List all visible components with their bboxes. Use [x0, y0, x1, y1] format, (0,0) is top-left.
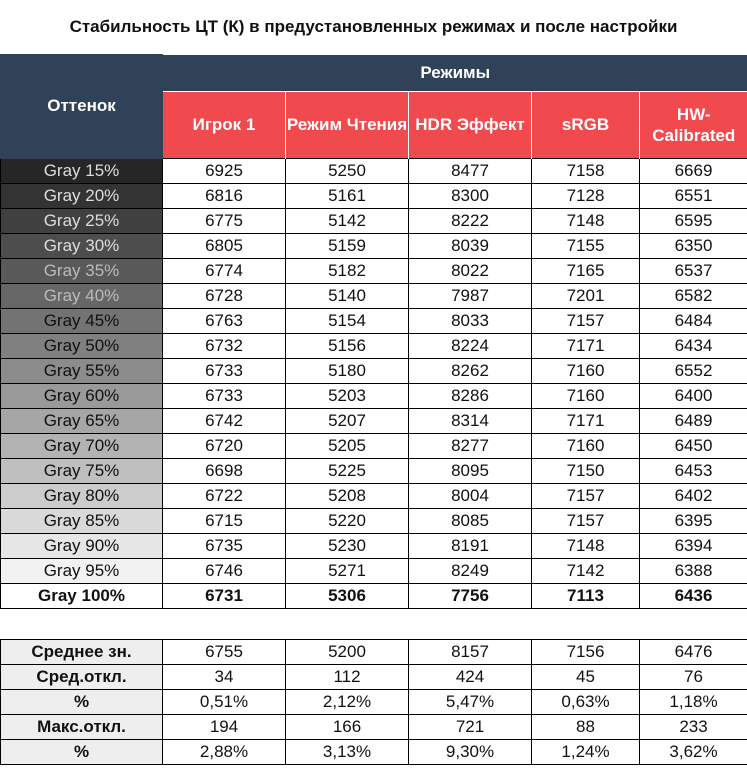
- shade-label-cell: Gray 35%: [1, 258, 163, 283]
- value-cell: 7113: [532, 583, 640, 608]
- stat-row: [1, 639, 747, 664]
- value-cell: 6733: [163, 358, 286, 383]
- mode-header: HW-Calibrated: [640, 91, 747, 158]
- table-row: [1, 283, 747, 308]
- shade-label-cell: Gray 70%: [1, 433, 163, 458]
- stat-value-cell: 6755: [163, 639, 286, 664]
- mode-header: Режим Чтения: [286, 91, 409, 158]
- stat-value-cell: 7156: [532, 639, 640, 664]
- value-cell: 8039: [409, 233, 532, 258]
- value-cell: 6436: [640, 583, 747, 608]
- value-cell: 6722: [163, 483, 286, 508]
- value-cell: 6731: [163, 583, 286, 608]
- shade-label-cell: Gray 60%: [1, 383, 163, 408]
- value-cell: 6453: [640, 458, 747, 483]
- shade-label-cell: Gray 45%: [1, 308, 163, 333]
- table-row: [1, 233, 747, 258]
- value-cell: 5142: [286, 208, 409, 233]
- value-cell: 7160: [532, 358, 640, 383]
- color-temperature-table: [0, 54, 747, 765]
- value-cell: 6742: [163, 408, 286, 433]
- table-row: [1, 508, 747, 533]
- value-cell: 5180: [286, 358, 409, 383]
- value-cell: 5220: [286, 508, 409, 533]
- value-cell: 7987: [409, 283, 532, 308]
- value-cell: 6698: [163, 458, 286, 483]
- value-cell: 8262: [409, 358, 532, 383]
- shade-label-cell: Gray 25%: [1, 208, 163, 233]
- stat-label-cell: %: [1, 739, 163, 764]
- table-row: [1, 258, 747, 283]
- table-row: [1, 183, 747, 208]
- stat-value-cell: 0,51%: [163, 689, 286, 714]
- value-cell: 7157: [532, 483, 640, 508]
- value-cell: 6484: [640, 308, 747, 333]
- value-cell: 6388: [640, 558, 747, 583]
- shade-label-cell: Gray 90%: [1, 533, 163, 558]
- value-cell: 8300: [409, 183, 532, 208]
- shade-label-cell: Gray 15%: [1, 158, 163, 183]
- shade-label-cell: Gray 75%: [1, 458, 163, 483]
- value-cell: 8004: [409, 483, 532, 508]
- value-cell: 7160: [532, 383, 640, 408]
- shade-label-cell: Gray 50%: [1, 333, 163, 358]
- value-cell: 6489: [640, 408, 747, 433]
- shade-column-header: Оттенок: [1, 55, 163, 159]
- shade-label-cell: Gray 20%: [1, 183, 163, 208]
- shade-label-cell: Gray 65%: [1, 408, 163, 433]
- stat-value-cell: 424: [409, 664, 532, 689]
- stat-value-cell: 194: [163, 714, 286, 739]
- value-cell: 7171: [532, 333, 640, 358]
- table-row: [1, 458, 747, 483]
- stat-value-cell: 1,18%: [640, 689, 747, 714]
- value-cell: 6582: [640, 283, 747, 308]
- value-cell: 6552: [640, 358, 747, 383]
- stat-value-cell: 34: [163, 664, 286, 689]
- shade-label-cell: Gray 55%: [1, 358, 163, 383]
- stat-label-cell: Сред.откл.: [1, 664, 163, 689]
- value-cell: 6395: [640, 508, 747, 533]
- shade-label-cell: Gray 30%: [1, 233, 163, 258]
- value-cell: 6400: [640, 383, 747, 408]
- value-cell: 7201: [532, 283, 640, 308]
- shade-label-cell: Gray 95%: [1, 558, 163, 583]
- stat-value-cell: 6476: [640, 639, 747, 664]
- data-rows: [1, 158, 747, 608]
- value-cell: 6735: [163, 533, 286, 558]
- value-cell: 7150: [532, 458, 640, 483]
- value-cell: 7160: [532, 433, 640, 458]
- stat-value-cell: 3,13%: [286, 739, 409, 764]
- table-row: [1, 408, 747, 433]
- stat-row: [1, 689, 747, 714]
- value-cell: 5203: [286, 383, 409, 408]
- value-cell: 5230: [286, 533, 409, 558]
- value-cell: 8033: [409, 308, 532, 333]
- mode-header: sRGB: [532, 91, 640, 158]
- value-cell: 5182: [286, 258, 409, 283]
- value-cell: 6733: [163, 383, 286, 408]
- value-cell: 8314: [409, 408, 532, 433]
- value-cell: 5225: [286, 458, 409, 483]
- value-cell: 6746: [163, 558, 286, 583]
- stat-value-cell: 166: [286, 714, 409, 739]
- stat-row: [1, 714, 747, 739]
- value-cell: 6394: [640, 533, 747, 558]
- value-cell: 7157: [532, 508, 640, 533]
- value-cell: 6537: [640, 258, 747, 283]
- stat-value-cell: 2,12%: [286, 689, 409, 714]
- mode-header: HDR Эффект: [409, 91, 532, 158]
- table-row: [1, 383, 747, 408]
- value-cell: 7165: [532, 258, 640, 283]
- stat-value-cell: 0,63%: [532, 689, 640, 714]
- value-cell: 7171: [532, 408, 640, 433]
- value-cell: 6774: [163, 258, 286, 283]
- value-cell: 6775: [163, 208, 286, 233]
- table-row: [1, 583, 747, 608]
- shade-label-cell: Gray 40%: [1, 283, 163, 308]
- value-cell: 7142: [532, 558, 640, 583]
- stat-value-cell: 5200: [286, 639, 409, 664]
- value-cell: 6595: [640, 208, 747, 233]
- value-cell: 8095: [409, 458, 532, 483]
- separator-cell: [1, 608, 747, 639]
- value-cell: 5154: [286, 308, 409, 333]
- stat-row: [1, 664, 747, 689]
- value-cell: 6732: [163, 333, 286, 358]
- value-cell: 5140: [286, 283, 409, 308]
- table-row: [1, 358, 747, 383]
- value-cell: 8277: [409, 433, 532, 458]
- statistics-rows: [1, 639, 747, 764]
- table-row: [1, 308, 747, 333]
- value-cell: 6763: [163, 308, 286, 333]
- value-cell: 6715: [163, 508, 286, 533]
- value-cell: 6728: [163, 283, 286, 308]
- value-cell: 6925: [163, 158, 286, 183]
- stat-value-cell: 45: [532, 664, 640, 689]
- value-cell: 7157: [532, 308, 640, 333]
- value-cell: 7148: [532, 208, 640, 233]
- table-title: Стабильность ЦТ (К) в предустановленных режимах и после настройки: [69, 17, 678, 36]
- separator-row: [1, 608, 747, 639]
- value-cell: 5208: [286, 483, 409, 508]
- value-cell: 6720: [163, 433, 286, 458]
- stat-value-cell: 5,47%: [409, 689, 532, 714]
- value-cell: 5159: [286, 233, 409, 258]
- value-cell: 8222: [409, 208, 532, 233]
- stat-value-cell: 9,30%: [409, 739, 532, 764]
- value-cell: 6450: [640, 433, 747, 458]
- stat-row: [1, 739, 747, 764]
- stat-value-cell: 233: [640, 714, 747, 739]
- stat-label-cell: Макс.откл.: [1, 714, 163, 739]
- table-row: [1, 558, 747, 583]
- stat-value-cell: 76: [640, 664, 747, 689]
- shade-label-cell: Gray 85%: [1, 508, 163, 533]
- stat-value-cell: 88: [532, 714, 640, 739]
- value-cell: 6805: [163, 233, 286, 258]
- value-cell: 6816: [163, 183, 286, 208]
- value-cell: 7155: [532, 233, 640, 258]
- value-cell: 8022: [409, 258, 532, 283]
- table-row: [1, 433, 747, 458]
- value-cell: 5207: [286, 408, 409, 433]
- value-cell: 5271: [286, 558, 409, 583]
- value-cell: 8249: [409, 558, 532, 583]
- value-cell: 8286: [409, 383, 532, 408]
- table-row: [1, 483, 747, 508]
- stat-value-cell: 721: [409, 714, 532, 739]
- table-row: [1, 158, 747, 183]
- value-cell: 6350: [640, 233, 747, 258]
- value-cell: 7128: [532, 183, 640, 208]
- value-cell: 5205: [286, 433, 409, 458]
- value-cell: 8477: [409, 158, 532, 183]
- stat-value-cell: 3,62%: [640, 739, 747, 764]
- value-cell: 6402: [640, 483, 747, 508]
- stat-label-cell: %: [1, 689, 163, 714]
- stat-value-cell: 112: [286, 664, 409, 689]
- value-cell: 8224: [409, 333, 532, 358]
- value-cell: 5250: [286, 158, 409, 183]
- value-cell: 6434: [640, 333, 747, 358]
- value-cell: 5156: [286, 333, 409, 358]
- value-cell: 5161: [286, 183, 409, 208]
- value-cell: 8191: [409, 533, 532, 558]
- modes-group-header: Режимы: [163, 55, 747, 92]
- table-row: [1, 333, 747, 358]
- table-row: [1, 533, 747, 558]
- shade-label-cell: Gray 100%: [1, 583, 163, 608]
- value-cell: 7148: [532, 533, 640, 558]
- value-cell: 6551: [640, 183, 747, 208]
- stat-value-cell: 8157: [409, 639, 532, 664]
- value-cell: 6669: [640, 158, 747, 183]
- stat-value-cell: 2,88%: [163, 739, 286, 764]
- mode-header: Игрок 1: [163, 91, 286, 158]
- stat-label-cell: Среднее зн.: [1, 639, 163, 664]
- stat-value-cell: 1,24%: [532, 739, 640, 764]
- value-cell: 7158: [532, 158, 640, 183]
- value-cell: 8085: [409, 508, 532, 533]
- table-row: [1, 208, 747, 233]
- value-cell: 7756: [409, 583, 532, 608]
- value-cell: 5306: [286, 583, 409, 608]
- shade-label-cell: Gray 80%: [1, 483, 163, 508]
